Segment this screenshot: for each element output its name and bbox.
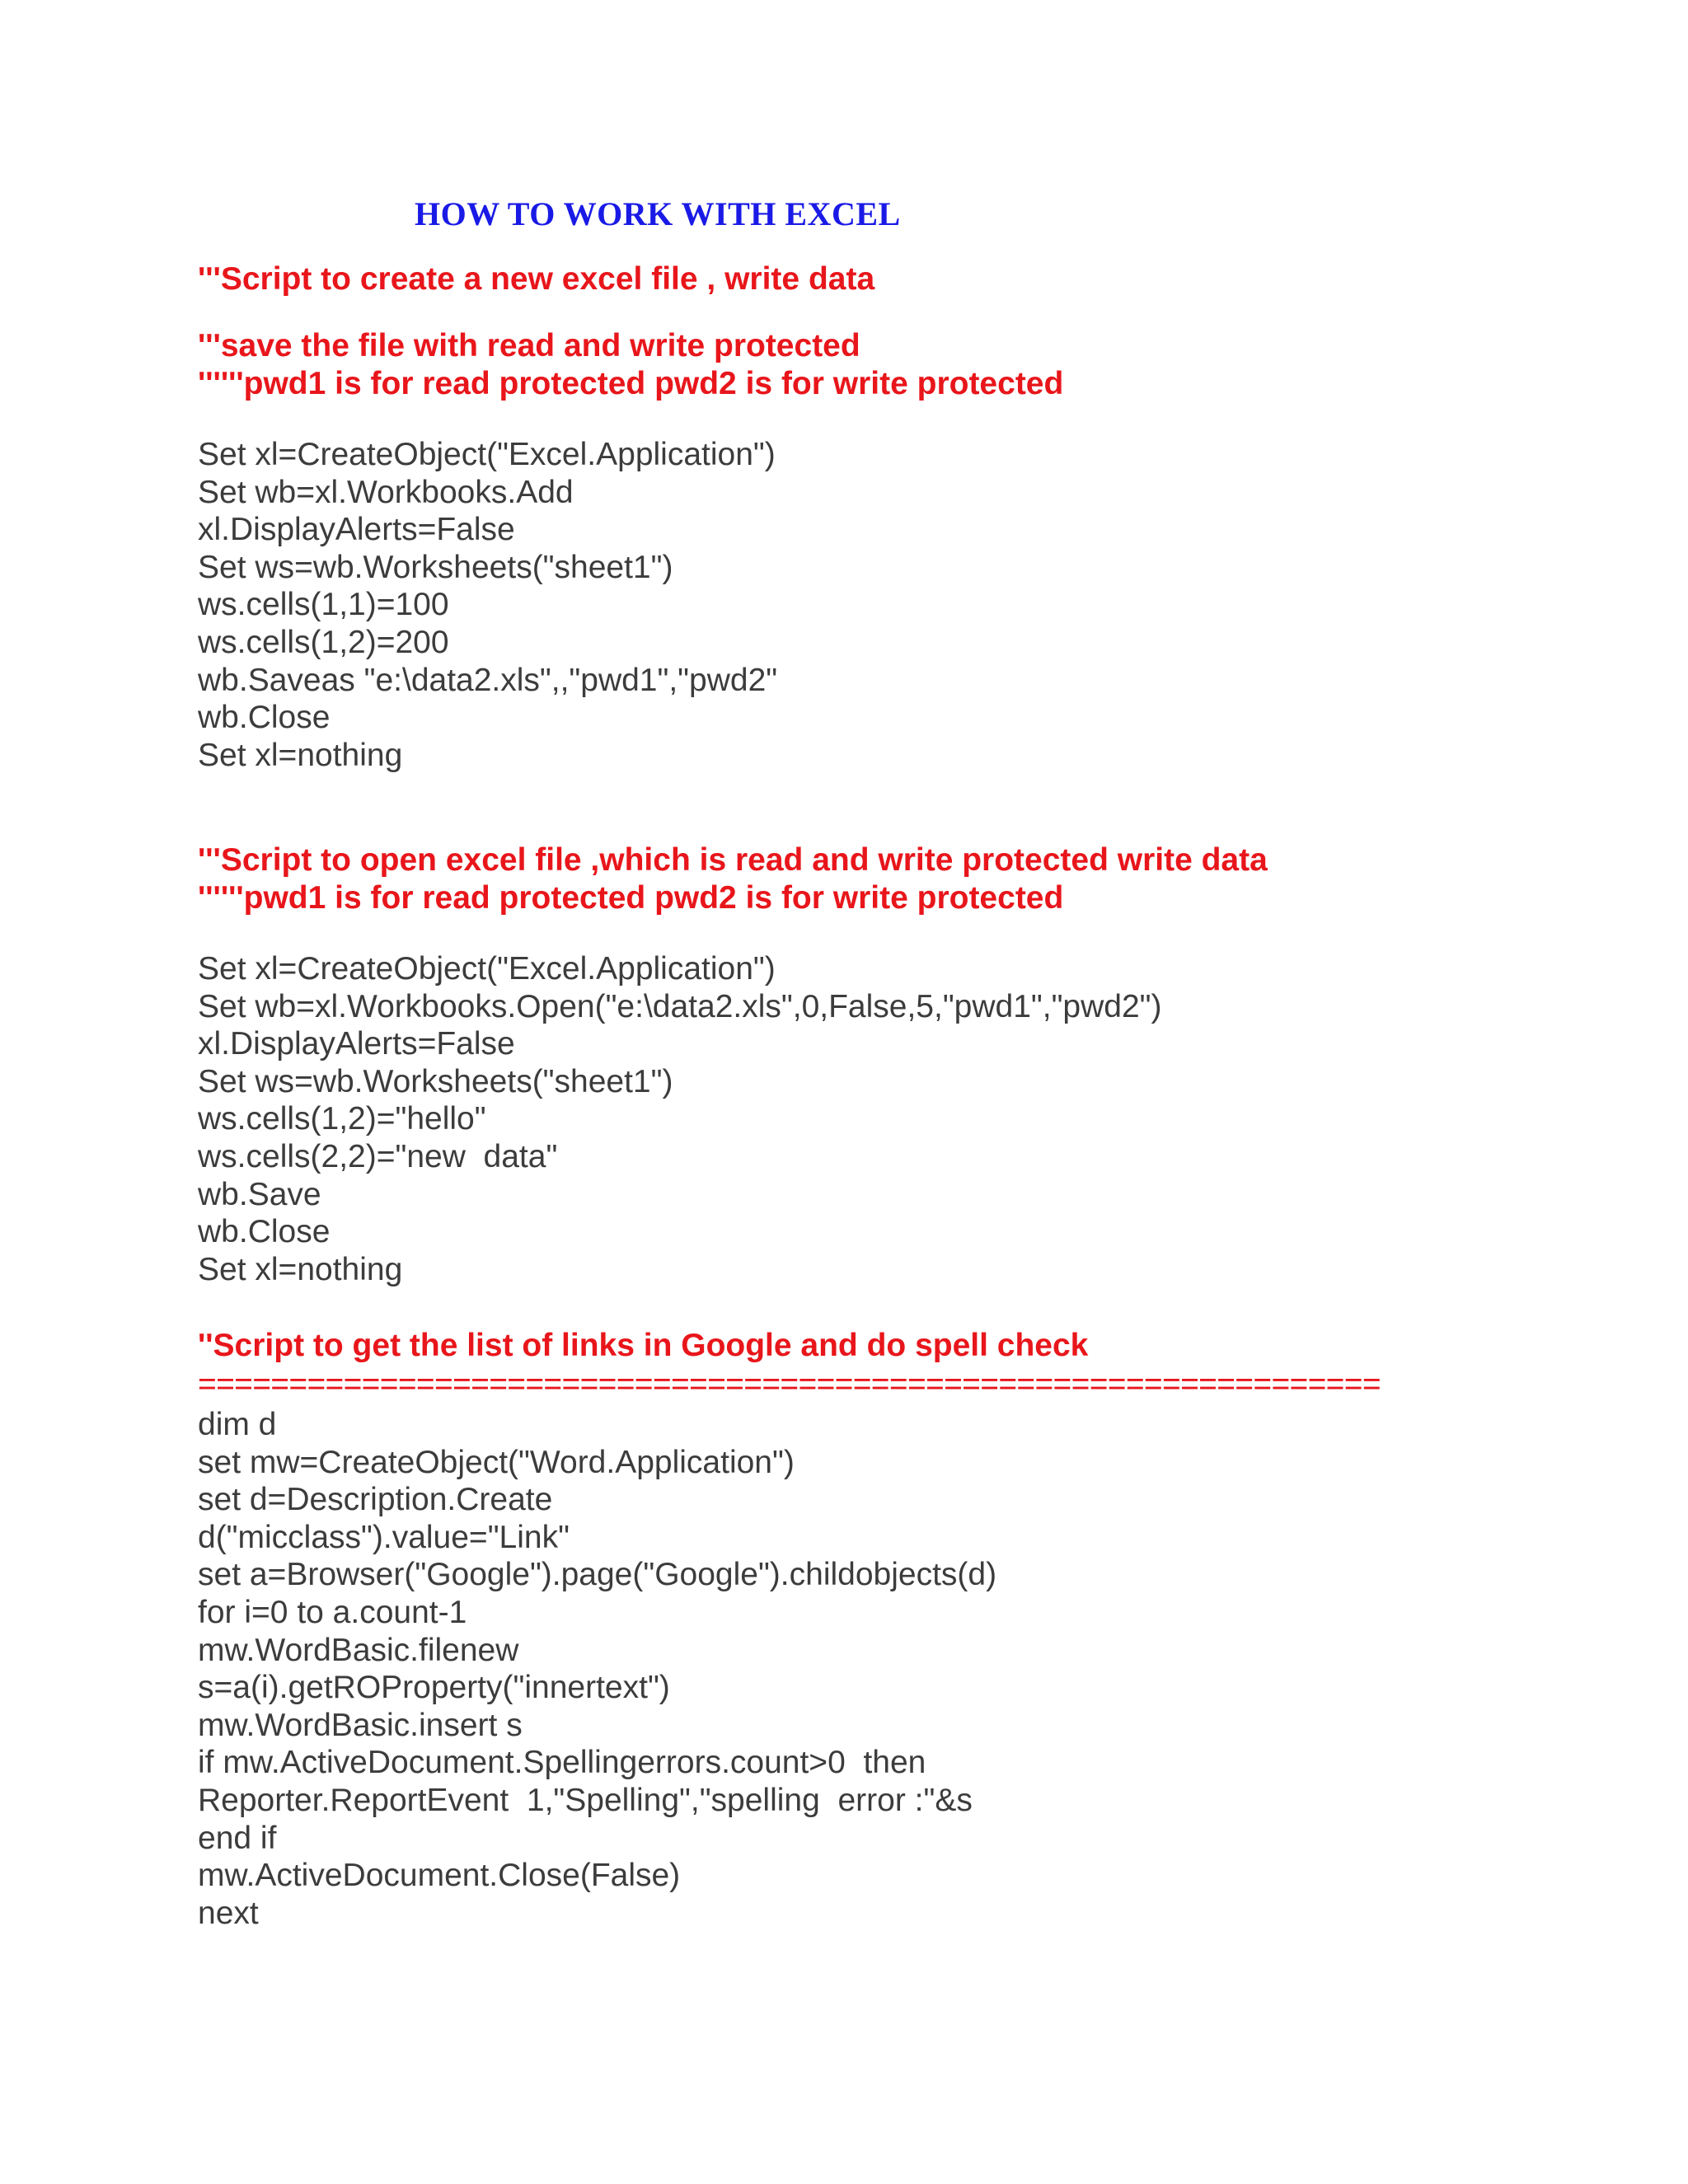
code-line: wb.Saveas "e:\data2.xls",,"pwd1","pwd2" [198, 662, 778, 698]
code-line: wb.Close [198, 700, 331, 736]
code-line: Set xl=CreateObject("Excel.Application") [198, 437, 776, 472]
comment-google-links: ''Script to get the list of links in Google and do spell check [198, 1328, 1089, 1363]
code-line: Set wb=xl.Workbooks.Add [198, 474, 574, 510]
code-line: d("micclass").value="Link" [198, 1519, 570, 1555]
code-line: xl.DisplayAlerts=False [198, 1026, 515, 1062]
code-line: ws.cells(1,2)=200 [198, 624, 449, 660]
code-line: xl.DisplayAlerts=False [198, 512, 515, 548]
code-line: mw.ActiveDocument.Close(False) [198, 1858, 681, 1894]
comment-save-protected: '''save the file with read and write protected [198, 328, 860, 363]
code-line: set a=Browser("Google").page("Google").childobjects(d) [198, 1557, 997, 1593]
code-line: wb.Save [198, 1176, 321, 1212]
code-line: next [198, 1895, 259, 1931]
code-block-spellcheck [198, 1406, 996, 1932]
code-line: set mw=CreateObject("Word.Application") [198, 1444, 795, 1480]
comment-open-excel: '''Script to open excel file ,which is read and write protected write data [198, 842, 1268, 878]
comment-create-excel: '''Script to create a new excel file , write data [198, 261, 875, 297]
separator-line: ================================================================= [198, 1366, 1381, 1402]
code-line: ws.cells(1,2)="hello" [198, 1101, 486, 1137]
comment-pwd-info: ''''''pwd1 is for read protected pwd2 is for write protected [198, 366, 1064, 401]
code-line: s=a(i).getROProperty("innertext") [198, 1670, 670, 1706]
code-line: for i=0 to a.count-1 [198, 1594, 467, 1630]
code-line: wb.Close [198, 1214, 331, 1250]
code-line: Set xl=nothing [198, 1251, 403, 1287]
code-line: Set wb=xl.Workbooks.Open("e:\data2.xls",0,False,5,"pwd1","pwd2") [198, 988, 1162, 1024]
code-block-open [198, 950, 1162, 1288]
code-block-create [198, 436, 777, 774]
document-title: HOW TO WORK WITH EXCEL [415, 195, 901, 232]
code-line: Set ws=wb.Worksheets("sheet1") [198, 549, 673, 585]
code-line: end if [198, 1820, 277, 1856]
code-line: Reporter.ReportEvent 1,"Spelling","spelling error :"&s [198, 1782, 973, 1818]
code-line: mw.WordBasic.insert s [198, 1707, 523, 1743]
code-line: ws.cells(1,1)=100 [198, 587, 449, 623]
code-line: ws.cells(2,2)="new data" [198, 1138, 558, 1174]
code-line: if mw.ActiveDocument.Spellingerrors.count>0 then [198, 1745, 926, 1781]
code-line: Set xl=nothing [198, 737, 403, 773]
code-line: Set xl=CreateObject("Excel.Application") [198, 951, 776, 987]
comment-pwd-info-2: ''''''pwd1 is for read protected pwd2 is for write protected [198, 880, 1064, 916]
code-line: dim d [198, 1407, 277, 1442]
code-line: set d=Description.Create [198, 1482, 553, 1518]
code-line: mw.WordBasic.filenew [198, 1632, 519, 1668]
code-line: Set ws=wb.Worksheets("sheet1") [198, 1063, 673, 1099]
